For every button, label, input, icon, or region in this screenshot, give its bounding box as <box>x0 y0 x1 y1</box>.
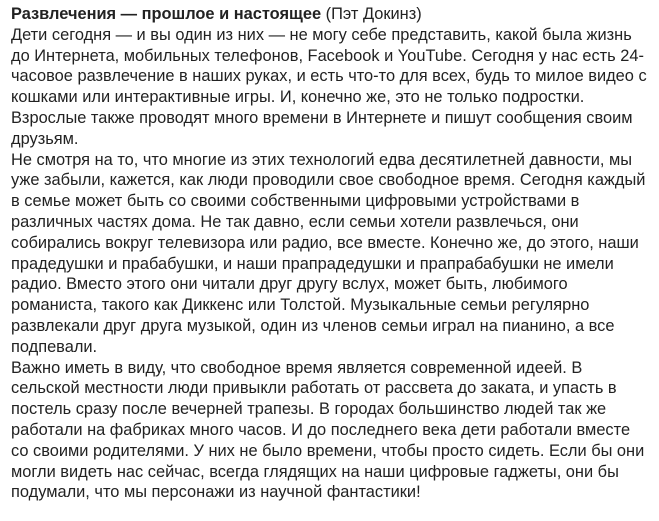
article-author: (Пэт Докинз) <box>325 5 422 23</box>
article-title: Развлечения — прошлое и настоящее <box>11 5 322 23</box>
paragraph-2: Не смотря на то, что многие из этих технологий едва десятилетней давности, мы уже забыли, кажется, как люди проводили свое свободное время. Сегодня каждый в семье может быть со своими собственными цифровыми устройствами в различных частях дома. Не так давно, если семьи хотели развлечься, они собирались вокруг телевизора или радио, все вместе. Конечно же, до этого, наши прадедушки и прабабушки, и наши прапрадедушки и прапрабабушки не имели радио. Вместо этого они читали друг другу вслух, может быть, любимого романиста, такого как Диккенс или Толстой. Музыкальные семьи регулярно развлекали друг друга музыкой, один из членов семьи играл на пианино, а все подпевали. <box>11 150 646 356</box>
title-line <box>11 4 651 25</box>
paragraph-3: Важно иметь в виду, что свободное время является современной идеей. В сельской местности люди привыкли работать от рассвета до заката, и упасть в постель сразу после вечерней трапезы. В городах большинство людей так же работали на фабриках много часов. И до последнего века дети работали вместе со своими родителями. У них не было времени, чтобы просто сидеть. Если бы они могли видеть нас сейчас, всегда глядящих на наши цифровые гаджеты, они бы подумали, что мы персонажи из научной фантастики! <box>11 358 645 502</box>
paragraph-1: Дети сегодня — и вы один из них — не могу себе представить, какой была жизнь до Интернета, мобильных телефонов, Facebook и YouTube. Сегодня у нас есть 24-часовое развлечение в наших руках, и есть что-то для всех, будь то милое видео с кошками или интерактивные игры. И, конечно же, это не только подростки. Взрослые также проводят много времени в Интернете и пишут сообщения своим друзьям. <box>11 25 647 148</box>
